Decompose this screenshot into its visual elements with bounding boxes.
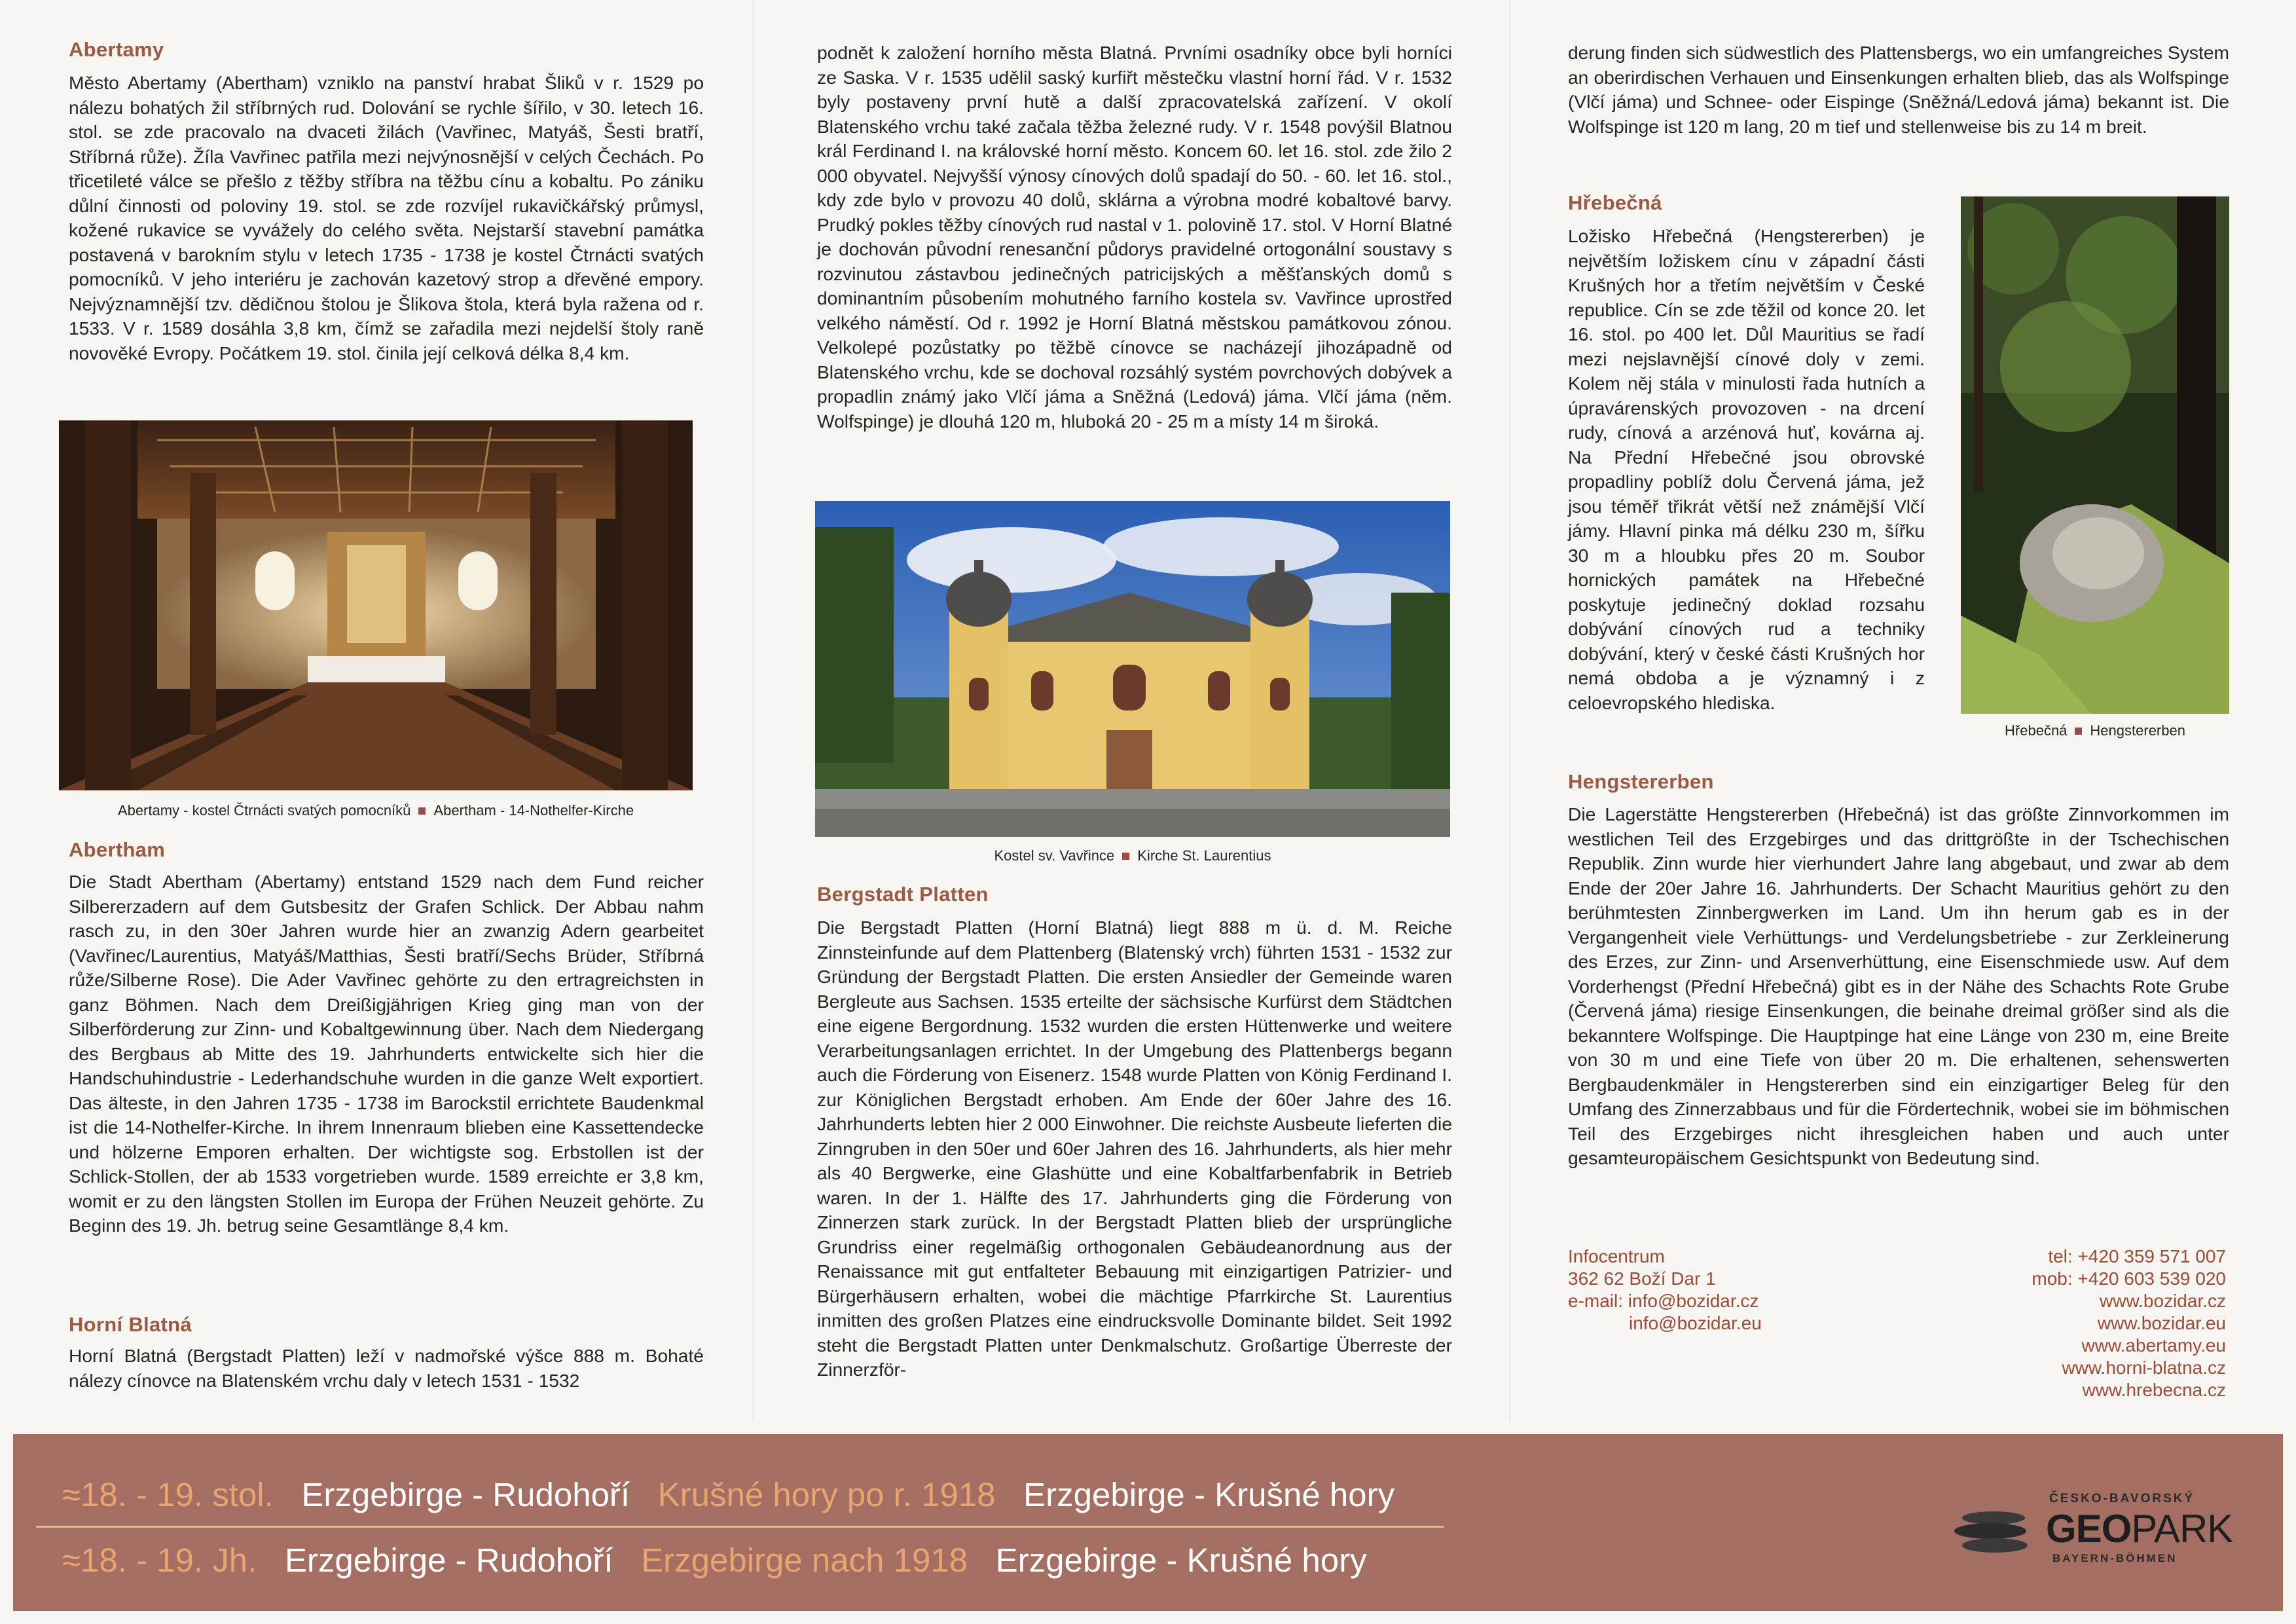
text-abertamy: Město Abertamy (Abertham) vzniklo na panství hrabat Šliků v r. 1529 po nálezu bohatých žil stříbrných rud. Dolování se rychle šířilo, v 30. letech 16. stol. se zde pracovalo na dvaceti žilách (Vavřinec, Matyáš, Šesti bratří, Stříbrná růže). Žíla Vavřinec patřila mezi nejvýnosnější v celých Čechách. Po třicetileté válce se přešlo z těžby stříbra na těžbu cínu a kobaltu. Po zániku důlní činnosti od poloviny 19. stol. se zde rozvíjel rukavičkářský průmysl, kožené rukavice se vyvážely do celého světa. Nejstarší stavební památka postavená v barokním stylu v letech 1735 - 1738 je kostel Čtrnácti svatých pomocníků. V jeho interiéru je zachován kazetový strop a dřevěné empory. Nejvýznamnější tzv. dědičnou štolou je Šlikova štola, která byla ražena od r. 1533. V r. 1589 dosáhla 3,8 km, čímž se zařadila mezi nejdelší štoly raně novověké Evropy. Počátkem 19. stol. činila její celková délka 8,4 km.	[69, 72, 704, 363]
web-link[interactable]: www.bozidar.eu	[2097, 1313, 2226, 1333]
square-bullet-icon	[1122, 853, 1129, 860]
caption-cz: Hřebečná	[2005, 722, 2068, 739]
heading-horni-blatna: Horní Blatná	[69, 1313, 192, 1336]
contact-tel: tel: +420 359 571 007	[2048, 1246, 2226, 1266]
logo-bottom: BAYERN-BÖHMEN	[2052, 1552, 2178, 1564]
fold-line	[753, 0, 754, 1421]
contact-right	[1961, 1246, 2226, 1401]
caption-cz: Kostel sv. Vavřince	[994, 847, 1115, 864]
footer-period: Erzgebirge nach 1918	[641, 1541, 968, 1579]
footer-name: Erzgebirge - Rudohoří	[301, 1476, 630, 1513]
footer-period: ≈18. - 19. Jh.	[62, 1541, 257, 1579]
fold-line	[1509, 0, 1510, 1421]
footer-row-de	[62, 1541, 1367, 1579]
text-bergstadt-platten: Die Bergstadt Platten (Horní Blatná) liegt 888 m ü. d. M. Reiche Zinnsteinfunde auf dem Plattenberg (Blatenský vrch) führten 1531 - 1532 zur Gründung der Bergstadt Platten. Die ersten Ansiedler der Gemeinde waren Bergleute aus Sachsen. 1535 erteilte der sächsische Kurfürst dem Städtchen eine eigene Bergordnung. 1532 wurden die ersten Hüttenwerke und weitere Verarbeitungsanlagen errichtet. In der Umgebung des Plattenbergs begann auch die Förderung von Eisenerz. 1548 wurde Platten von König Ferdinand I. zur Königlichen Bergstadt erhoben. Am Ende der 60er Jahre des 16. Jahrhunderts lebten hier 2 000 Einwohner. Die reichste Ausbeute lieferten die Zinngruben in den 50er und 60er Jahren des 16. Jahrhunderts, als hier mehr als 40 Bergwerke, eine Glashütte und eine Kobaltfarbenfabrik in Betrieb waren. In der 1. Hälfte des 17. Jahrhunderts ging die Förderung von Zinnerzen stark zurück. In der Bergstadt Platten blieb der ursprüngliche Grundriss einer regelmäßig orthogonalen Gebäudeanordnung aus der Renaissance mit gut entfalteter Bebauung mit einzigartigen Patrizier- und Bürgerhäusern erhalten, wobei die mächtige Pfarrkirche St. Laurentius inmitten des großen Platzes eine eindrucksvolle Dominante bildet. Seit 1992 steht die Bergstadt Platten unter Denkmalschutz. Großartige Überreste der Zinnerzför-	[817, 917, 1452, 1380]
web-link[interactable]: www.horni-blatna.cz	[2062, 1357, 2226, 1378]
contact-mob: mob: +420 603 539 020	[2032, 1268, 2226, 1289]
square-bullet-icon	[2075, 728, 2082, 735]
caption-de: Hengstererben	[2090, 722, 2185, 739]
photo-hrebecna-forest	[1961, 196, 2229, 714]
caption-de: Kirche St. Laurentius	[1137, 847, 1271, 864]
text-horni-blatna: Horní Blatná (Bergstadt Platten) leží v nadmořské výšce 888 m. Bohaté nálezy cínovce na Blatenském vrchu daly v letech 1531 - 1532	[69, 1345, 704, 1391]
text-horni-blatna-cont: podnět k založení horního města Blatná. Prvními osadníky obce byli horníci ze Saska. V r. 1535 udělil saský kurfiřt městečku vlastní horní řád. V r. 1532 byly postaveny první hutě a další zpracovatelská zařízení. V okolí Blatenského vrchu také začala těžba železné rudy. V r. 1548 povýšil Blatnou král Ferdinand I. na královské horní město. Koncem 60. let 16. stol. zde žilo 2 000 obyvatel. Nejvyšší výnosy cínových dolů spadají do 50. - 60. let 16. stol., kdy zde bylo v provozu 40 dolů, sklárna a výrobna modré kobaltové barvy. Prudký pokles těžby cínových rud nastal v 1. polovině 17. stol. V Horní Blatné je dochován původní renesanční půdorys pravidelné ortogonální soustavy s rozvinutou zástavbou jedinečných patricijských a měšťanských domů s dominantním působením mohutného farního kostela sv. Vavřince uprostřed velkého náměstí. Od r. 1992 je Horní Blatná městskou památkovou zónou. Velkolepé pozůstatky po těžbě cínovce se nacházejí jihozápadně od Blatenského vrchu, kde se dochoval rozsáhlý systém povrchových dobývek a propadlin známý jako Vlčí jáma a Sněžná (Ledová) jáma. Vlčí jáma (něm. Wolfspinge) je dlouhá 120 m, hluboká 20 - 25 m a místy 14 m široká.	[817, 42, 1452, 432]
text-platten-cont: derung finden sich südwestlich des Plattensbergs, wo ein umfangreiches System an oberirdischen Verhauen und Einsenkungen erhalten blieb, das als Wolfspinge (Vlčí jáma) und Schnee- oder Eispinge (Sněžná/Ledová jáma) bekannt ist. Die Wolfspinge ist 120 m lang, 20 m tief und stellenweise bis zu 14 m breit.	[1568, 42, 2229, 137]
logo-main-geo: GEO	[2046, 1507, 2132, 1551]
heading-hengstererben: Hengstererben	[1568, 770, 1714, 793]
photo-abertamy-church-interior	[59, 420, 693, 790]
caption-kostel	[815, 847, 1450, 864]
email-link-1[interactable]: info@bozidar.cz	[1628, 1291, 1759, 1311]
contact-org: Infocentrum	[1568, 1246, 1665, 1266]
contact-left	[1568, 1246, 1830, 1335]
logo-main	[2046, 1506, 2232, 1551]
web-link[interactable]: www.hrebecna.cz	[2082, 1380, 2226, 1400]
geopark-logo	[1954, 1486, 2233, 1572]
web-link[interactable]: www.abertamy.eu	[2081, 1335, 2226, 1356]
text-abertham: Die Stadt Abertham (Abertamy) entstand 1529 nach dem Fund reicher Silbererzadern auf dem Gutsbesitz der Grafen Schlick. Der Abbau nahm rasch zu, in den 30er Jahren wurde hier an zwanzig Adern gearbeitet (Vavřinec/Laurentius, Matyáš/Matthias, Šesti bratří/Sechs Brüder, Stříbrná růže/Silberne Rose). Die Ader Vavřinec gehörte zu den ertragreichsten in ganz Böhmen. Nach dem Dreißigjährigen Krieg ging man von der Silberförderung zur Zinn- und Kobaltgewinnung über. Nach dem Niedergang des Bergbaus ab Mitte des 19. Jahrhunderts entwickelte sich hier die Handschuhindustrie - Lederhandschuhe wurden in die ganze Welt exportiert. Das älteste, in den Jahren 1735 - 1738 im Barockstil errichtete Baudenkmal ist die 14-Nothelfer-Kirche. In ihrem Innenraum blieben eine Kassettendecke und hölzerne Emporen erhalten. Der wichtigste sog. Erbstollen ist der Schlick-Stollen, der ab 1533 vorgetrieben wurde. 1589 erreichte er 3,8 km, womit er zu den längsten Stollen im Europa der Frühen Neuzeit gehörte. Zu Beginn des 19. Jh. betrug seine Gesamtlänge 8,4 km.	[69, 871, 704, 1236]
email-link-2[interactable]: info@bozidar.eu	[1629, 1313, 1762, 1333]
contact-address: 362 62 Boží Dar 1	[1568, 1268, 1716, 1289]
caption-cz: Abertamy - kostel Čtrnácti svatých pomocníků	[117, 802, 411, 819]
logo-top: ČESKO-BAVORSKÝ	[2049, 1492, 2195, 1505]
heading-bergstadt-platten: Bergstadt Platten	[817, 883, 989, 906]
square-bullet-icon	[418, 807, 426, 815]
caption-hrebecna	[1961, 722, 2229, 739]
heading-abertham: Abertham	[69, 838, 166, 861]
footer-row-cz	[62, 1475, 1394, 1514]
email-label: e-mail:	[1568, 1291, 1624, 1311]
logo-main-park: PARK	[2131, 1507, 2233, 1551]
footer-name: Erzgebirge - Rudohoří	[284, 1541, 613, 1579]
footer-period: Krušné hory po r. 1918	[657, 1476, 996, 1513]
footer-name: Erzgebirge - Krušné hory	[1023, 1476, 1395, 1513]
footer-band	[13, 1434, 2283, 1611]
footer-divider	[36, 1526, 1444, 1528]
caption-abertamy	[59, 802, 693, 819]
caption-de: Abertham - 14-Nothelfer-Kirche	[433, 802, 634, 819]
footer-name: Erzgebirge - Krušné hory	[995, 1541, 1367, 1579]
photo-church-st-laurentius	[815, 501, 1450, 837]
text-hrebecna: Ložisko Hřebečná (Hengstererben) je největším ložiskem cínu v západní části Krušných hor a třetím největším v České republice. Cín se zde těžil od konce 20. let 16. stol. po 400 let. Důl Mauritius se řadí mezi nejslavnější cínové doly v zemi. Kolem něj stála v minulosti řada hutních a úpravárenských provozoven - na drcení rudy, cínová a arzénová huť, kovárna aj. Na Přední Hřebečné jsou obrovské propadliny poblíž dolu Červená jáma, jež jsou téměř třikrát větší než známější Vlčí jámy. Hlavní pinka má délku 230 m, šířku 30 m a hloubku přes 20 m. Soubor hornických památek na Hřebečné poskytuje jedinečný doklad rozsahu dobývání cínových rud a techniky dobývání, který v české části Krušných hor nemá obdoba a je významný i z celoevropského hlediska.	[1568, 225, 1925, 713]
heading-abertamy: Abertamy	[69, 38, 164, 61]
text-hengstererben: Die Lagerstätte Hengstererben (Hřebečná) ist das größte Zinnvorkommen im westlichen Teil des Erzgebirges und das drittgrößte in der Tschechischen Republik. Zinn wurde hier vierhundert Jahre lang abgebaut, und zwar ab dem Ende der 20er Jahre 16. Jahrhunderts. Der Schacht Mauritius gehört zu den berühmtesten Zinnbergwerken im Land. Um ihn herum gab es in der Vergangenheit viele Verhüttungs- und Verdelungsbetriebe - zur Zerkleinerung des Erzes, zur Zinn- und Arsenverhüttung, eine Eisenschmiede usw. Auf dem Vorderhengst (Přední Hřebečná) gibt es in der Nähe des Schachts Rote Grube (Červená jáma) riesige Einsenkungen, die beinahe dreimal größer sind als die bekanntere Wolfspinge. Die Hauptpinge hat eine Länge von 230 m, eine Breite von 30 m und eine Tiefe von über 20 m. Die erhaltenen, sehenswerten Bergbaudenkmäler in Hengstererben sind ein einzigartiger Beleg für den Umfang des Zinnerzabbaus und für die Fördertechnik, wobei sie im böhmischen Teil des Erzgebirges nicht ihresgleichen haben und auch unter gesamteuropäischem Gesichtspunkt von Bedeutung sind.	[1568, 803, 2229, 1168]
web-link[interactable]: www.bozidar.cz	[2100, 1291, 2226, 1311]
footer-period: ≈18. - 19. stol.	[62, 1476, 274, 1513]
heading-hrebecna: Hřebečná	[1568, 191, 1662, 214]
